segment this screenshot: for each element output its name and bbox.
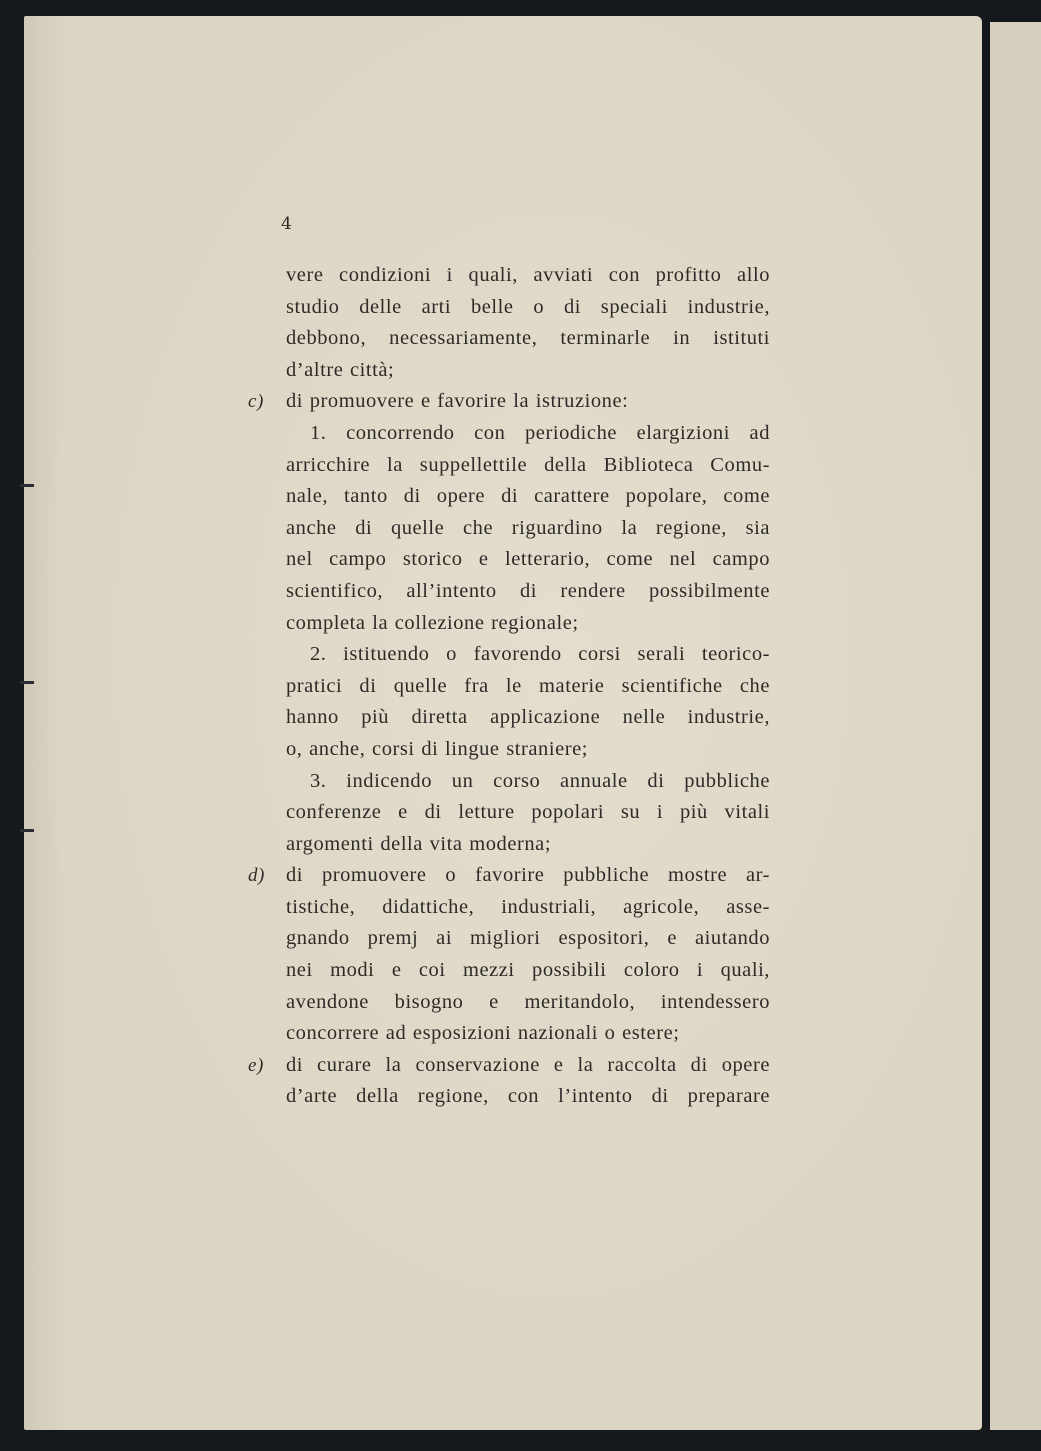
text-line: nel campo storico e letterario, come nel campo	[286, 548, 770, 571]
page-number: 4	[281, 214, 292, 234]
page-edge-tear	[20, 681, 34, 684]
list-marker: c)	[248, 391, 264, 413]
text-line: vere condizioni i quali, avviati con profitto allo	[286, 264, 770, 286]
text-line: debbono, necessariamente, terminarle in istituti	[286, 327, 770, 350]
text-line: arricchire la suppellettile della Biblioteca Comu-	[286, 453, 770, 476]
text-line: completa la collezione regionale;	[286, 611, 579, 634]
list-item-c: c) di promuovere e favorire la istruzione:	[286, 386, 770, 418]
body-text	[248, 260, 770, 1113]
list-item-d: d) di promuovere o favorire pubbliche mostre ar-	[286, 860, 770, 892]
list-marker: d)	[248, 865, 265, 887]
text-line: anche di quelle che riguardino la regione, sia	[286, 516, 770, 539]
list-item-e: e) di curare la conservazione e la raccolta di opere	[286, 1050, 770, 1082]
text-line: nale, tanto di opere di carattere popolare, come	[286, 485, 770, 508]
sub-item-1: 1. concorrendo con periodiche elargizioni ad	[310, 421, 770, 444]
text-line: gnando premj ai migliori espositori, e aiutando	[286, 927, 770, 950]
text-line: nei modi e coi mezzi possibili coloro i quali,	[286, 959, 770, 982]
text-line: hanno più diretta applicazione nelle industrie,	[286, 706, 770, 729]
text-line: d’arte della regione, con l’intento di preparare	[286, 1085, 770, 1108]
text-line: o, anche, corsi di lingue straniere;	[286, 737, 589, 760]
sub-item-3: 3. indicendo un corso annuale di pubbliche	[310, 769, 770, 792]
list-marker: e)	[248, 1054, 264, 1076]
text-line: conferenze e di letture popolari su i più vitali	[286, 801, 770, 824]
text-line: argomenti della vita moderna;	[286, 832, 552, 855]
page-edge-tear	[20, 829, 34, 832]
page-edge-tear	[20, 484, 34, 487]
text-line: studio delle arti belle o di speciali industrie,	[286, 295, 770, 318]
text-line: concorrere ad esposizioni nazionali o estere;	[286, 1022, 680, 1045]
text-line: avendone bisogno e meritandolo, intendessero	[286, 990, 770, 1013]
text-line: tistiche, didattiche, industriali, agricole, asse-	[286, 895, 770, 918]
text-line: pratici di quelle fra le materie scientifiche che	[286, 674, 770, 697]
adjacent-page-edge	[990, 22, 1041, 1430]
text-line: d’altre città;	[286, 358, 395, 381]
text-line: scientifico, all’intento di rendere possibilmente	[286, 579, 770, 602]
sub-item-2: 2. istituendo o favorendo corsi serali teorico-	[310, 643, 770, 666]
